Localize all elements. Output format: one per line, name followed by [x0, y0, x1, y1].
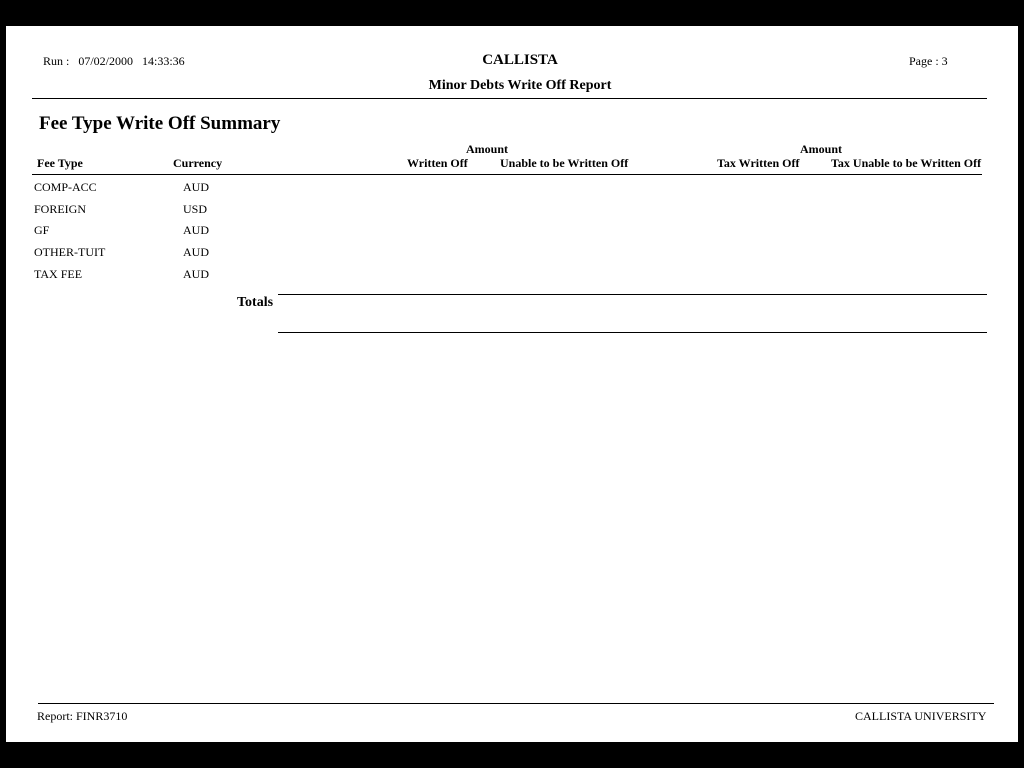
institution-name: CALLISTA UNIVERSITY [855, 709, 987, 723]
row-fee-type: TAX FEE [34, 267, 83, 281]
row-fee-type: OTHER-TUIT [34, 245, 106, 259]
row-fee-type: FOREIGN [34, 202, 87, 216]
report-page [6, 26, 1018, 742]
column-header-fee-type: Fee Type [37, 156, 83, 170]
totals-bottom-rule [278, 332, 987, 333]
column-header-tax-unable-written-off: Tax Unable to be Written Off [831, 156, 982, 170]
column-header-written-off: Written Off [407, 156, 468, 170]
totals-label: Totals [237, 295, 274, 310]
row-currency: AUD [183, 267, 209, 281]
column-header-unable-written-off: Unable to be Written Off [500, 156, 629, 170]
column-header-currency: Currency [173, 156, 223, 170]
row-currency: AUD [183, 223, 209, 237]
totals-top-rule [278, 294, 987, 295]
tax-amount-group-header: Amount [800, 142, 843, 156]
section-title: Fee Type Write Off Summary [39, 113, 281, 134]
header-divider [32, 98, 987, 99]
row-currency: AUD [183, 180, 209, 194]
page-label: Page : [909, 54, 939, 68]
report-title: Minor Debts Write Off Report [428, 78, 612, 93]
column-header-tax-written-off: Tax Written Off [717, 156, 800, 170]
footer-divider [38, 703, 994, 704]
report-code: Report: FINR3710 [37, 709, 128, 723]
page-indicator [909, 54, 948, 69]
run-label: Run : [43, 54, 70, 68]
run-time: 14:33:36 [142, 54, 185, 68]
organisation-name: CALLISTA [482, 52, 558, 68]
row-currency: USD [183, 202, 208, 216]
row-currency: AUD [183, 245, 209, 259]
run-date: 07/02/2000 [78, 54, 134, 68]
row-fee-type: GF [34, 223, 50, 237]
row-fee-type: COMP-ACC [34, 180, 97, 194]
amount-group-header: Amount [466, 142, 509, 156]
page-number: 3 [941, 54, 948, 68]
column-header-divider [32, 174, 982, 175]
